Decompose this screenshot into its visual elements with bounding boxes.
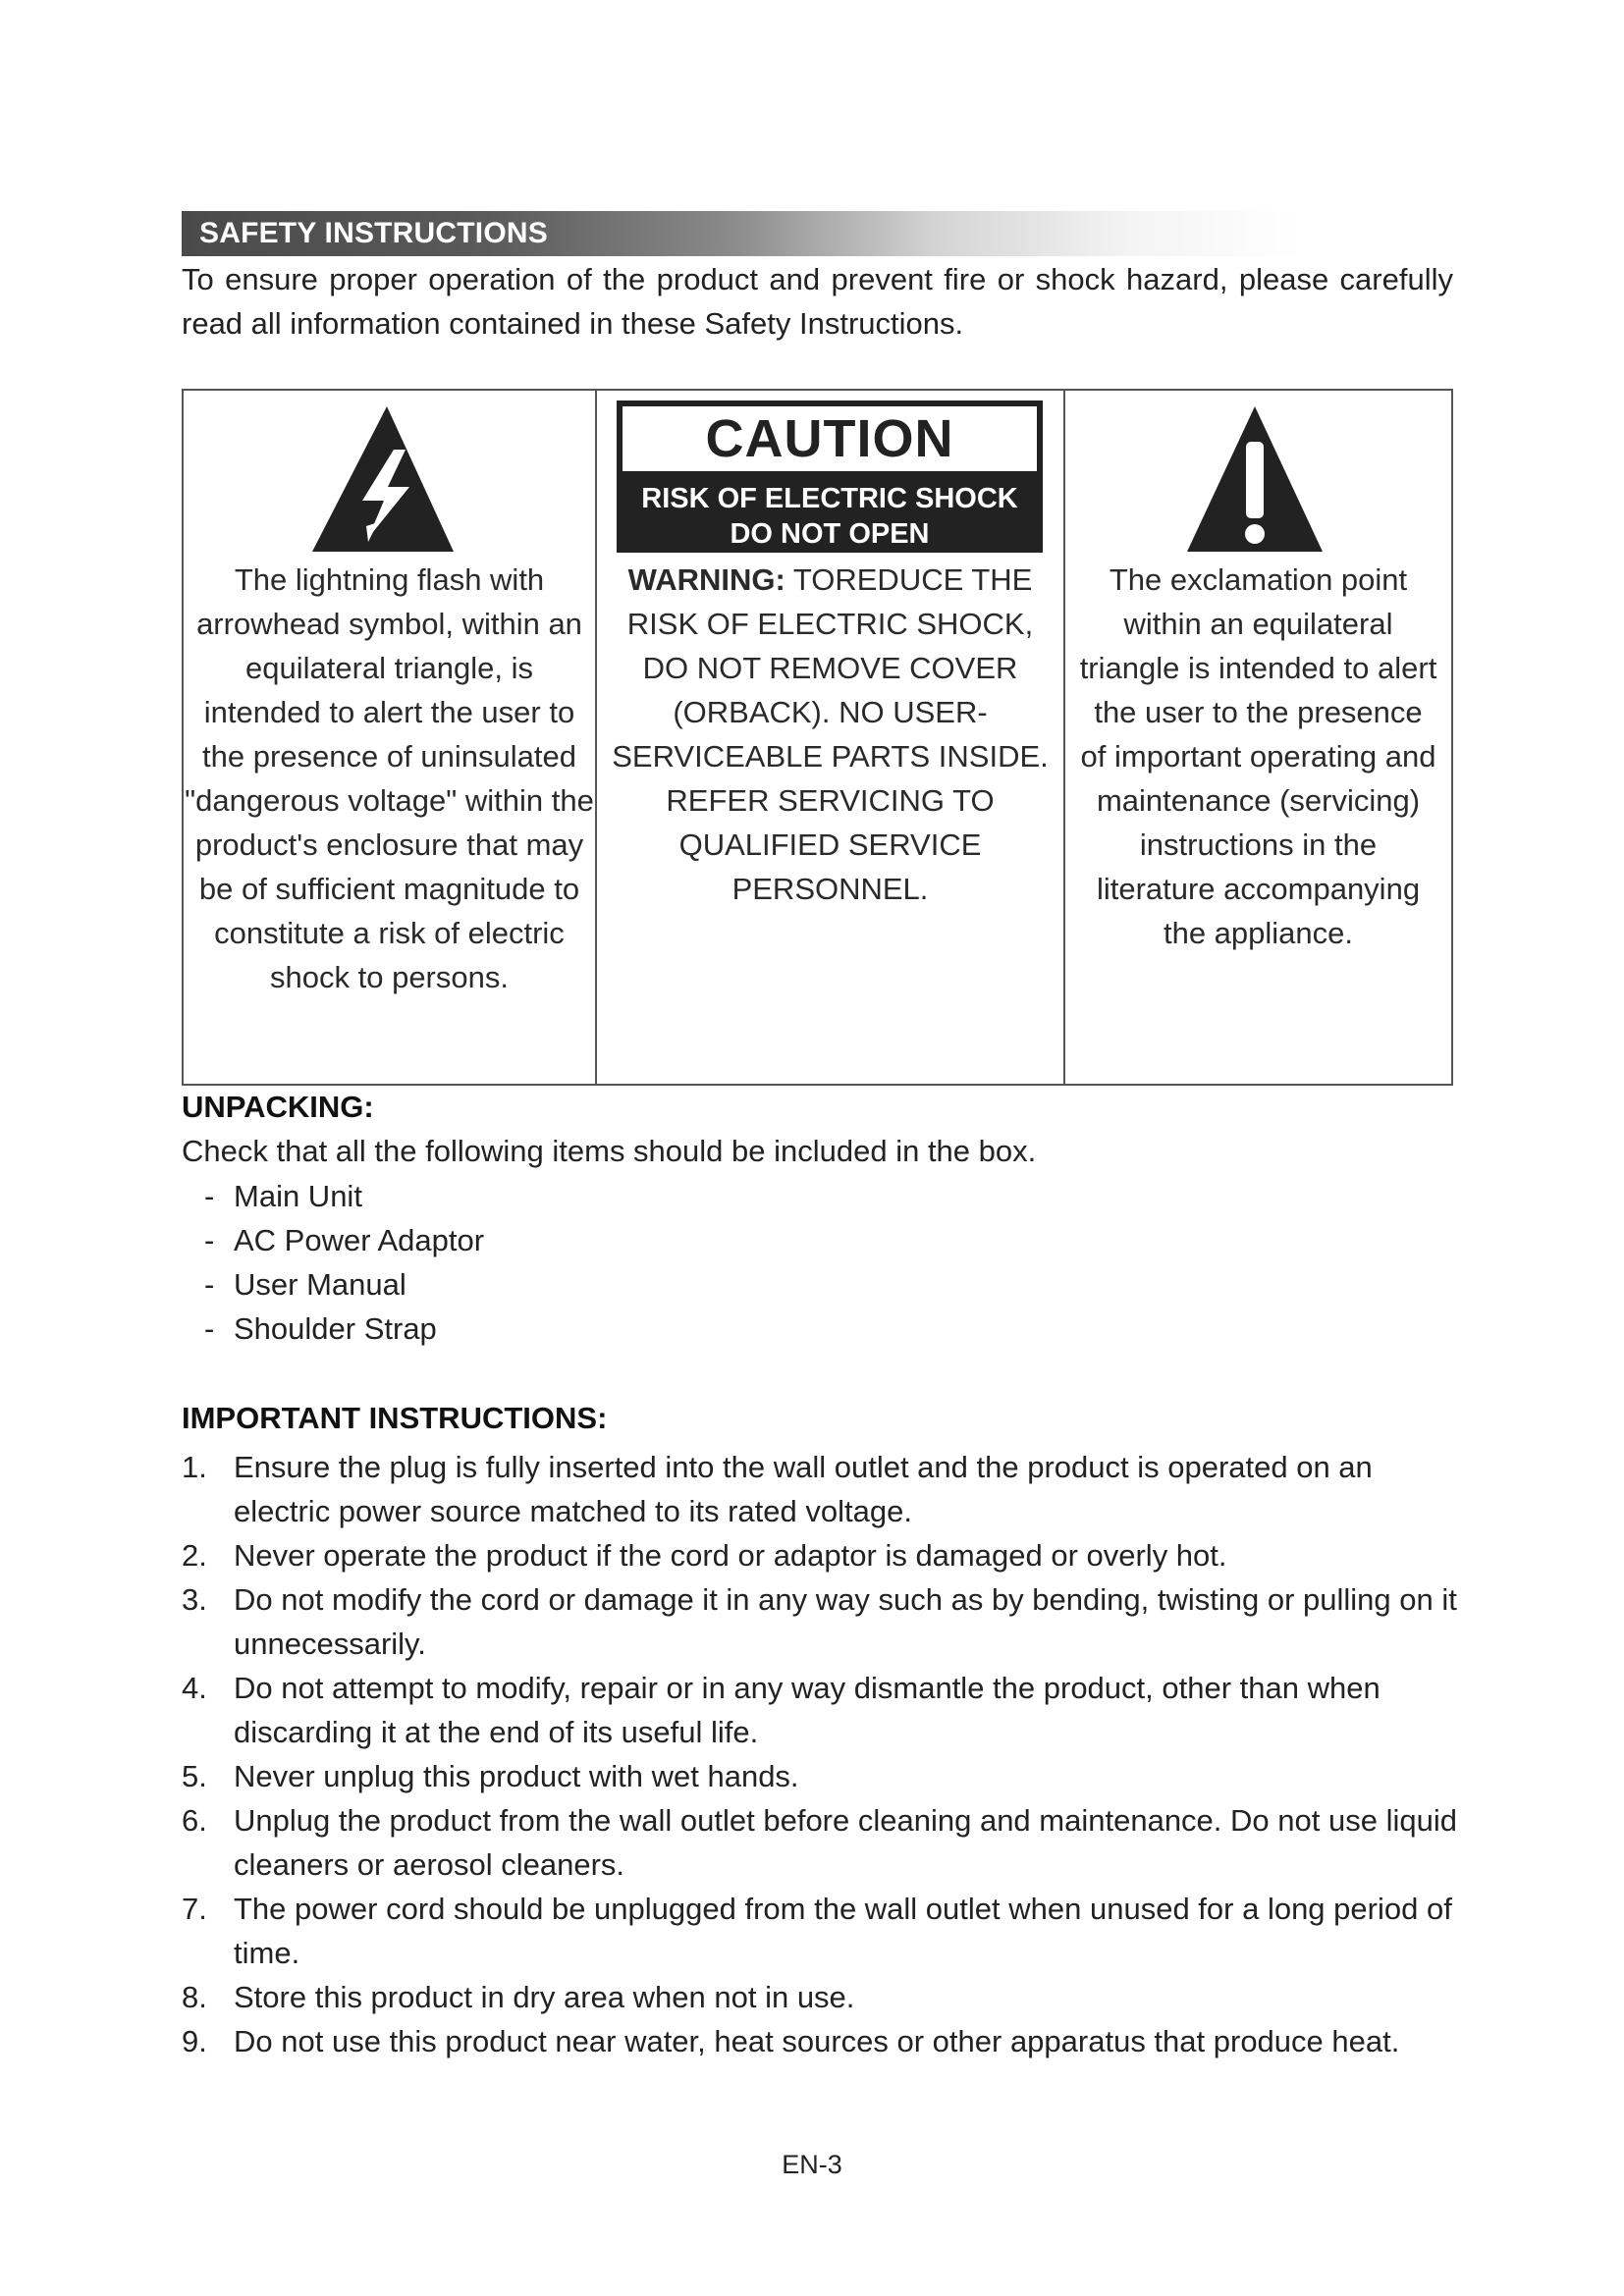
important-instructions-list [182,1445,1458,2063]
list-dash: - [204,1223,215,1257]
list-dash: - [204,1179,215,1213]
warning-text-block [611,558,1050,911]
list-item [182,1798,1458,1887]
unpacking-heading: UNPACKING: [182,1090,374,1124]
item-text: Do not use this product near water, heat sources or other apparatus that produce heat. [234,2024,1400,2058]
list-item [204,1262,484,1307]
list-dash: - [204,1311,215,1346]
lightning-description: The lightning flash with arrowhead symbol, within an equilateral triangle, is intended to alert the user to the presence of uninsulated "dangerous voltage" within the product's enclosure that may be of sufficient magnitude to constitute a risk of electric shock to persons. [185,562,594,994]
item-number: 5. [182,1759,207,1793]
caution-column [597,391,1065,1084]
important-instructions-heading: IMPORTANT INSTRUCTIONS: [182,1401,608,1435]
item-text: Never unplug this product with wet hands. [234,1759,799,1793]
item-number: 7. [182,1892,207,1926]
item-main-unit: Main Unit [234,1179,362,1213]
item-text: The power cord should be unplugged from the wall outlet when unused for a long period of time. [234,1892,1452,1970]
list-item [182,1533,1458,1577]
list-item [182,1975,1458,2019]
caution-sign [617,400,1043,553]
list-item [182,1445,1458,1533]
item-ac-power-adaptor: AC Power Adaptor [234,1223,485,1257]
unpacking-intro: Check that all the following items should be included in the box. [182,1134,1037,1168]
item-shoulder-strap: Shoulder Strap [234,1311,437,1346]
list-item [204,1174,484,1218]
exclamation-column [1065,391,1451,1084]
item-number: 9. [182,2024,207,2058]
list-item [204,1218,484,1262]
warning-text: TOREDUCE THE RISK OF ELECTRIC SHOCK, DO NOT REMOVE COVER (ORBACK). NO USER-SERVICEABLE PARTS INSIDE. REFER SERVICING TO QUALIFIED SERVICE PERSONNEL. [612,562,1049,906]
list-dash: - [204,1267,215,1302]
list-item [182,1887,1458,1975]
list-item [182,1577,1458,1666]
item-text: Never operate the product if the cord or adaptor is damaged or overly hot. [234,1538,1227,1573]
item-number: 8. [182,1980,207,2014]
warning-label: WARNING: [627,562,785,597]
item-number: 1. [182,1450,207,1484]
lightning-column [184,391,597,1084]
unpacking-items [204,1174,484,1351]
list-item [182,2019,1458,2063]
list-item [182,1666,1458,1754]
lightning-triangle-icon [184,399,597,556]
item-text: Do not attempt to modify, repair or in any way dismantle the product, other than when discarding it at the end of its useful life. [234,1671,1380,1749]
safety-symbols-table [182,389,1453,1086]
caution-title: CAUTION [623,406,1037,471]
item-text: Ensure the plug is fully inserted into the wall outlet and the product is operated on an electric power source matched to its rated voltage. [234,1450,1373,1528]
safety-intro: To ensure proper operation of the product and prevent fire or shock hazard, please carefully read all information contained in these Safety Instructions. [182,262,1453,341]
item-number: 3. [182,1582,207,1617]
item-number: 4. [182,1671,207,1705]
safety-instructions-banner [182,211,1399,256]
item-text: Store this product in dry area when not in use. [234,1980,855,2014]
exclamation-description: The exclamation point within an equilateral triangle is intended to alert the user to the presence of important operating and maintenance (servicing) instructions in the literature accompanying the appliance. [1079,562,1437,950]
caution-risk-line: RISK OF ELECTRIC SHOCK [641,483,1018,514]
page-number: EN-3 [782,2150,842,2179]
item-user-manual: User Manual [234,1267,406,1302]
list-item [182,1754,1458,1798]
item-number: 2. [182,1538,207,1573]
item-number: 6. [182,1803,207,1838]
exclamation-triangle-icon [1065,399,1451,556]
list-item [204,1307,484,1351]
caution-do-not-open-line: DO NOT OPEN [730,518,930,550]
safety-instructions-title: SAFETY INSTRUCTIONS [199,217,548,249]
item-text: Do not modify the cord or damage it in any way such as by bending, twisting or pulling on it unnecessarily. [234,1582,1457,1661]
item-text: Unplug the product from the wall outlet before cleaning and maintenance. Do not use liquid cleaners or aerosol cleaners. [234,1803,1457,1882]
